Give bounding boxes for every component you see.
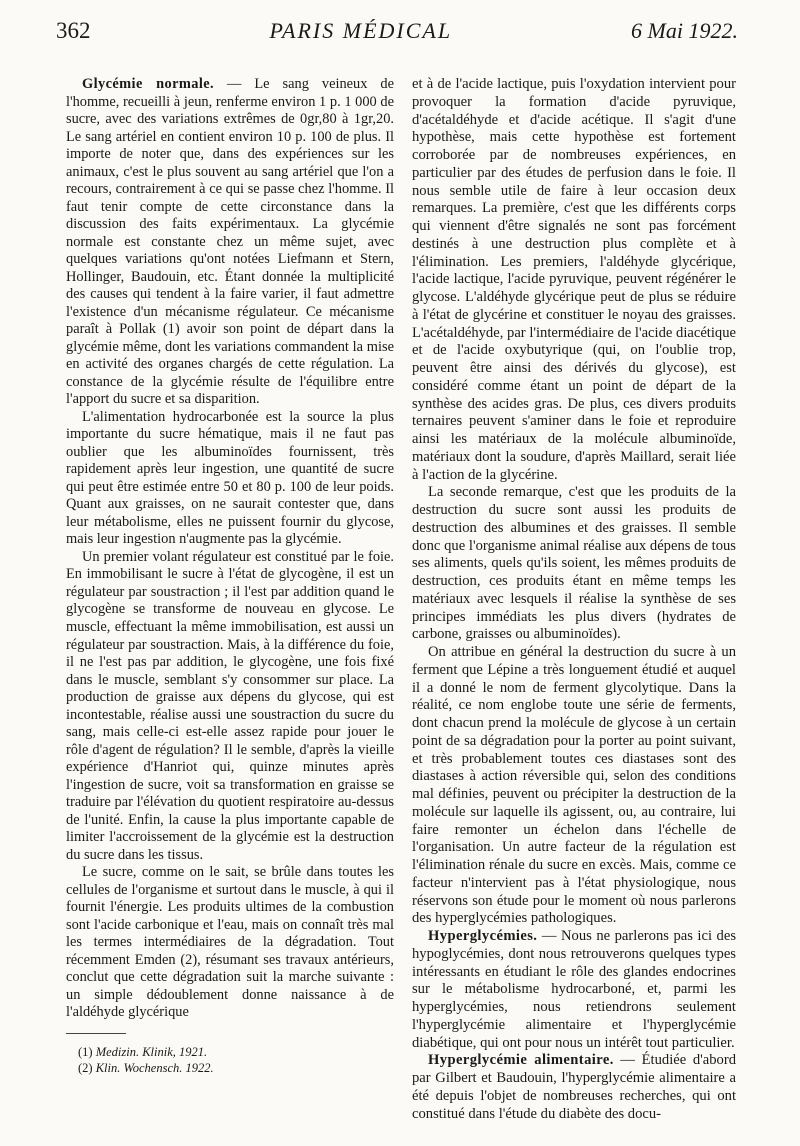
paragraph-text: — Étudiée d'abord par Gilbert et Baudouin, l'hyperglycémie alimentaire a été depuis l'objet de nombreuses recherches, qui ont constitué dans l'étude du diabète des docu- [412, 1052, 736, 1122]
section-heading: Glycémie normale. [82, 76, 215, 92]
section-heading: Hyperglycémies. [428, 928, 538, 944]
footnote [78, 1044, 378, 1060]
footnote-number: (1) [78, 1045, 93, 1059]
paragraph [66, 549, 394, 864]
paragraph [412, 76, 736, 484]
paragraph [66, 864, 394, 1022]
paragraph-text: Le sucre, comme on le sait, se brûle dans toutes les cellules de l'organisme et surtout dans le muscle, à qui il fournit l'énergie. Les produits ultimes de la combustion sont l'acide carbonique et l'eau, mais on connaît très mal les termes intermédiaires de la dégradation. Tout récemment Emden (2), résumant ses travaux antérieurs, conclut que cette dégradation suit la marche suivante : un simple dédoublement donne naissance à de l'aldéhyde glycérique [66, 864, 394, 1021]
page-number: 362 [56, 18, 91, 43]
section-heading: Hyperglycémie alimentaire. [428, 1052, 614, 1069]
paragraph [412, 644, 736, 928]
paragraph-text: On attribue en général la destruction du sucre à un ferment que Lépine a très longuement étudié et auquel il a donné le nom de ferment glycolytique. Dans la réalité, ce nom englobe toute une série de ferments, dont chacun prend la molécule de glycose à un certain point de sa dégradation pour la porter au point suivant, et très probablement toutes ces diastases sont des diastases à action réversible qui, selon des conditions mal définies, peuvent ou précipiter la destruction de la molécule sur laquelle ils agissent, ou, au contraire, lui faire remonter un échelon dans l'échelle de l'organisation. Un autre facteur de la régulation est l'élimination rénale du sucre en excès. Mais, comme ce facteur n'intervient pas à l'état physiologique, nous réservons son étude pour le moment où nous parlerons des hyperglycémies pathologiques. [412, 644, 736, 927]
footnote-number: (2) [78, 1061, 93, 1075]
footnote [78, 1060, 378, 1076]
paragraph [66, 409, 394, 549]
paragraph [66, 76, 394, 409]
running-header [56, 18, 738, 54]
footnote-rule [66, 1033, 126, 1034]
right-column [412, 76, 736, 1123]
footnote-reference: Medizin. Klinik, 1921. [95, 1045, 208, 1059]
paragraph [412, 484, 736, 644]
paragraph-text: — Nous ne parlerons pas ici des hypoglycémies, dont nous retrouverons quelques types intéressants en étudiant le rôle des glandes endocrines sur le métabolisme hydrocarboné, et, parmi les hyperglycémies, nous retiendrons seulement l'hyperglycémie alimentaire et l'hyperglycémie diabétique, qui ont pour nous un intérêt tout particulier. [412, 928, 736, 1051]
journal-title: PARIS MÉDICAL [269, 18, 453, 43]
left-column [66, 76, 394, 1022]
paragraph-text: Un premier volant régulateur est constitué par le foie. En immobilisant le sucre à l'état de glycogène, il est un régulateur par soustraction ; il l'est par addition quand le glycogène se transforme de nouveau en glycose. Le muscle, effectuant la même immobilisation, est aussi un régulateur par soustraction. Mais, à la différence du foie, il ne l'est pas par addition, le glycogène, une fois fixé dans le muscle, semblant s'y consommer sur place. La production de graisse aux dépens du glycose, qui est incontestable, réalise aussi une soustraction du sucre du sang, mais celle-ci est-elle assez rapide pour jouer le rôle d'agent de régulation? Il le semble, d'après la vieille expérience d'Hanriot qui, quinze minutes après l'ingestion de sucre, voit sa transformation en graisse se traduire par l'élévation du quotient respiratoire au-dessus de l'unité. Enfin, la cause la plus importante capable de limiter l'accroissement de la glycémie est la destruction du sucre dans les tissus. [66, 548, 394, 863]
footnote-reference: Klin. Wochensch. 1922. [95, 1061, 214, 1075]
paragraph-text: — Le sang veineux de l'homme, recueilli à jeun, renferme environ 1 p. 1 000 de sucre, avec des variations extrêmes de 0gr,80 à 1gr,20. Le sang artériel en contient environ 10 p. 100 de plus. Il importe de noter que, dans des expériences sur les animaux, c'est le plus souvent au sang artériel que l'on a recours, contrairement à ce qui se passe chez l'homme. Il faut tenir compte de cette circonstance dans la discussion des faits expérimentaux. La glycémie normale est constante chez un même sujet, avec quelques variations qu'ont notées Liefmann et Stern, Hollinger, Baudouin, etc. Étant donnée la multiplicité des causes qui tendent à la faire varier, il faut admettre l'existence d'un mécanisme régulateur. Ce mécanisme paraît à Pollak (1) avoir son point de départ dans la glycémie même, dont les variations commandent la mise en activité des organes chargés de cette régulation. La constance de la glycémie résulte de l'équilibre entre l'apport du sucre et sa disparition. [66, 76, 394, 408]
paragraph-text: et à de l'acide lactique, puis l'oxydation intervient pour provoquer la formation d'acide pyruvique, d'acétaldéhyde et d'acide acétique. Il s'agit d'une hypothèse, mais cette hypothèse est fortement corroborée par de nombreuses expériences, en particulier par des études de perfusion dans le foie. Il nous semble utile de faire à leur occasion deux remarques. La première, c'est que les différents corps qui viennent d'être signalés ne sont pas forcément destinés à une destruction plus complète et à l'élimination. Les premiers, l'aldéhyde glycérique, l'acide lactique, l'acide pyruvique, peuvent régénérer le glycose. L'aldéhyde glycérique peut de plus se réduire à l'état de glycérine et constituer le noyau des graisses. L'acétaldéhyde, par l'intermédiaire de l'acide diacétique et de l'acide oxybutyrique (qui, on l'oublie trop, peuvent être ainsi des dérivés du glycose), est considéré comme étant un point de départ de la synthèse des acides gras. De plus, ces divers produits ternaires peuvent s'aminer dans le foie et reproduire ainsi les matériaux de la molécule albuminoïde, matériaux dont la soudure, d'après Maillard, serait liée à l'action de la glycérine. [412, 76, 736, 483]
footnotes [78, 1044, 378, 1076]
issue-date: 6 Mai 1922. [631, 18, 738, 43]
paragraph [412, 928, 736, 1052]
paragraph-text: La seconde remarque, c'est que les produits de la destruction du sucre sont aussi les produits de destruction des albumines et des graisses. Il semble donc que l'organisme animal réalise aux dépens de tous ses aliments, quels qu'ils soient, les mêmes produits de destruction, ces produits étant en même temps les matériaux avec lesquels il réalise la synthèse de ses principes immédiats les plus divers (hydrates de carbone, graisses ou albuminoïdes). [412, 484, 736, 643]
paragraph [412, 1052, 736, 1123]
paragraph-text: L'alimentation hydrocarbonée est la source la plus importante du sucre hématique, mais il ne faut pas oublier que les albuminoïdes fournissent, très rapidement après leur ingestion, une quantité de sucre qui peut être estimée entre 50 et 80 p. 100 de leur poids. Quant aux graisses, on ne saurait contester que, dans leur métabolisme, elles ne puissent fournir du glycose, mais leur ingestion n'augmente pas la glycémie. [66, 408, 394, 548]
